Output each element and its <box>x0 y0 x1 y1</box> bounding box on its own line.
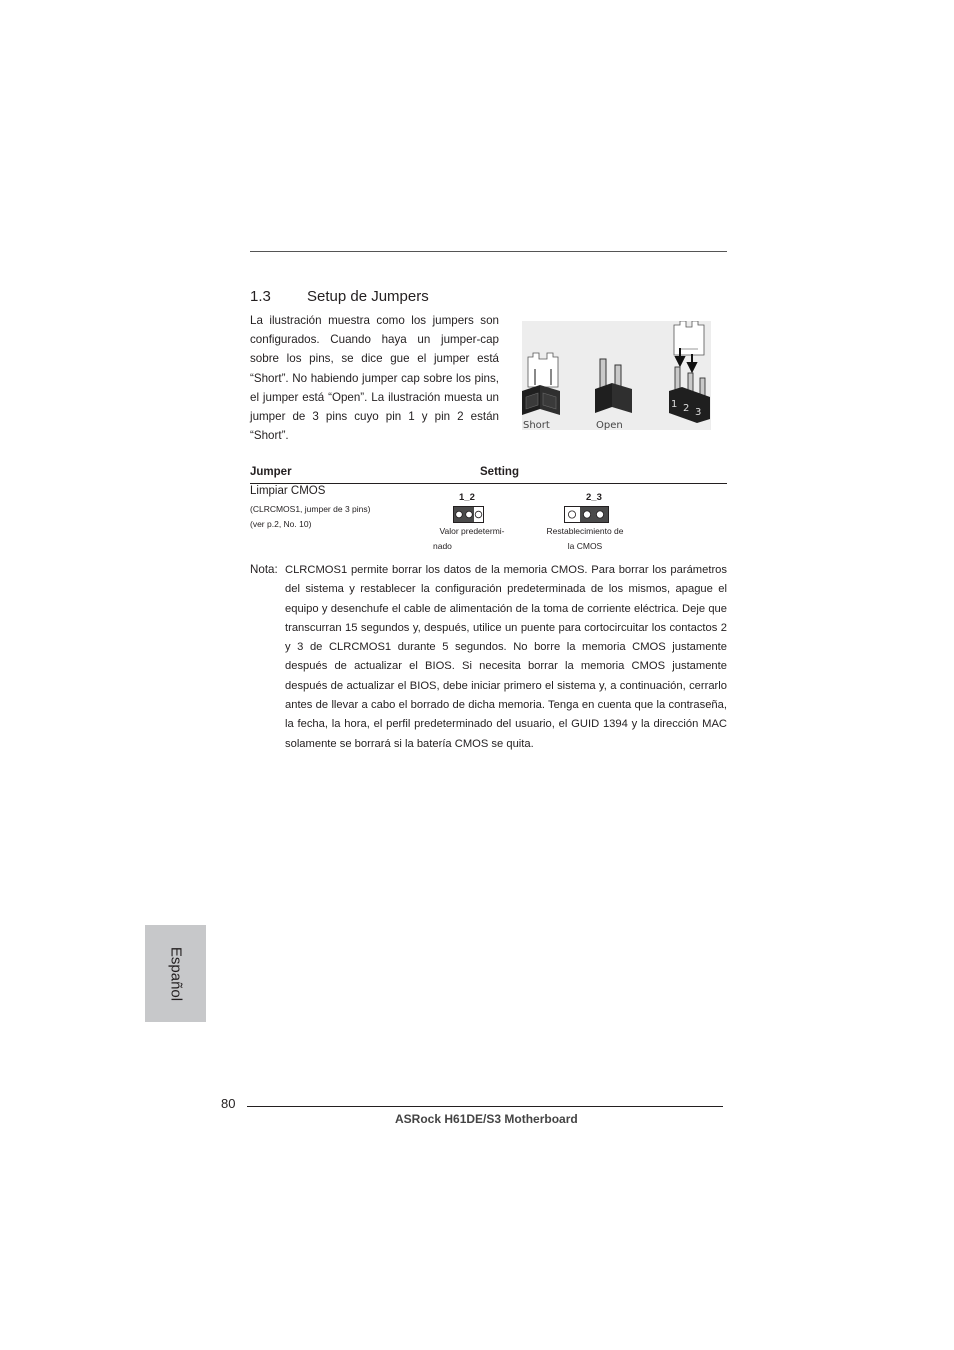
open-label: Open <box>596 420 623 430</box>
jumper-name: Limpiar CMOS <box>250 485 326 497</box>
footer-title: ASRock H61DE/S3 Motherboard <box>395 1112 578 1126</box>
intro-paragraph: La ilustración muestra como los jumpers son configurados. Cuando haya un jumper-cap sobre los pins, se dice gue el jumper está “Short”. No habiendo jumper cap sobre los pins, el jumper está “Open”. La ilustración muesta un jumper de 3 pins cuyo pin 1 y pin 2 están “Short”. <box>250 314 499 443</box>
setting-2-caption-line2: la CMOS <box>567 541 603 551</box>
table-header-jumper: Jumper <box>250 466 292 478</box>
jumper-pins-2-3 <box>564 506 609 523</box>
setting-2-label: 2_3 <box>586 492 602 503</box>
setting-1-caption <box>428 524 516 554</box>
pin-number-1: 1 <box>671 399 678 410</box>
setting-2-caption <box>536 524 634 554</box>
setting-2-caption-line1: Restablecimiento de <box>546 526 624 536</box>
section-number: 1.3 <box>250 288 271 305</box>
note-paragraph: CLRCMOS1 permite borrar los datos de la memoria CMOS. Para borrar los parámetros del sistema y restablecer la configuración predeterminada de los mismos, apague el equipo y desenchufe el cable de alimentación de la toma de corriente eléctrica. Deje que transcurran 15 segundos y, después, utilice un puente para cortocircuitar los contactos 2 y 3 de CLRCMOS1 durante 5 segundos. No borre la memoria CMOS justamente después de actualizar el BIOS. Si necesita borrar la memoria CMOS justamente después de actualizar el BIOS, debe iniciar primero el sistema y, a continuación, cerrarlo antes de llevar a cabo el borrado de dicha memoria. Tenga en cuenta que la contraseña, la fecha, la hora, el perfil predeterminado del usuario, el GUID 1394 y la dirección MAC solamente se borrará si la batería CMOS se quita. <box>285 564 727 750</box>
short-label: Short <box>523 420 550 430</box>
setting-1-caption-line1: Valor predetermi- <box>439 526 505 536</box>
setting-1-label: 1_2 <box>459 492 475 503</box>
setting-1-caption-line2: nado <box>433 541 452 551</box>
jumper-description: (CLRCMOS1, jumper de 3 pins) <box>250 504 371 514</box>
section-heading <box>250 288 429 305</box>
page-number: 80 <box>221 1096 236 1111</box>
jumper-illustration <box>522 321 711 430</box>
pin-number-2: 2 <box>683 403 690 414</box>
language-tab <box>145 925 206 1022</box>
pin-number-3: 3 <box>695 407 702 418</box>
jumper-reference: (ver p.2, No. 10) <box>250 519 312 529</box>
top-divider <box>250 251 727 252</box>
language-tab-label: Español <box>167 946 184 1001</box>
section-title: Setup de Jumpers <box>307 288 429 305</box>
table-header-divider <box>250 483 727 484</box>
jumper-pins-1-2 <box>453 506 484 523</box>
note-label: Nota: <box>250 563 278 576</box>
footer-divider <box>247 1106 723 1107</box>
table-header-setting: Setting <box>480 466 519 478</box>
